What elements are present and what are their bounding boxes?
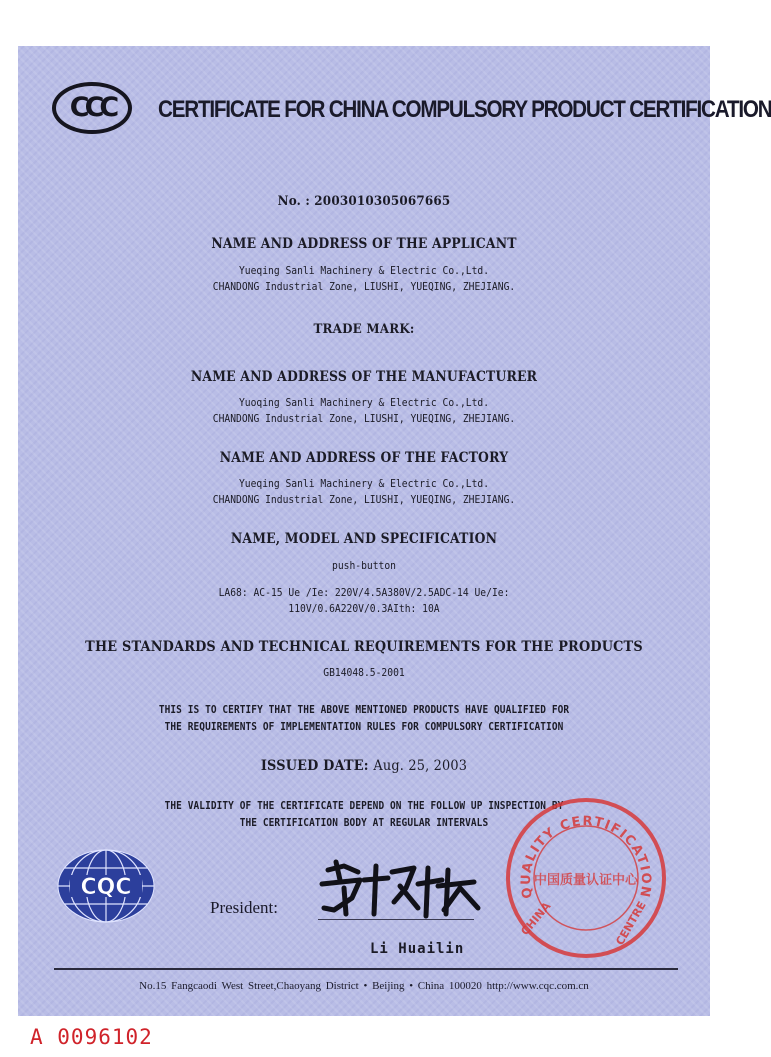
president-signature xyxy=(314,858,484,922)
manufacturer-line-2: CHANDONG Industrial Zone, LIUSHI, YUEQING, ZHEJIANG. xyxy=(212,413,516,425)
certificate-number: No. : 2003010305067665 xyxy=(277,194,451,209)
applicant-heading: NAME AND ADDRESS OF THE APPLICANT xyxy=(211,236,517,252)
validity-line-2: THE CERTIFICATION BODY AT REGULAR INTERVALS xyxy=(239,817,489,829)
applicant-line-1: Yueqing Sanli Machinery & Electric Co.,Ltd. xyxy=(238,265,490,277)
seal-side-text-right: CENTRE xyxy=(613,899,649,948)
trade-mark-heading: TRADE MARK: xyxy=(313,322,415,337)
product-spec-line-1: LA68: AC-15 Ue /Ie: 220V/4.5A380V/2.5ADC-14 Ue/Ie: xyxy=(218,587,510,599)
certify-line-2: THE REQUIREMENTS OF IMPLEMENTATION RULES FOR COMPULSORY CERTIFICATION xyxy=(164,721,564,733)
applicant-line-2: CHANDONG Industrial Zone, LIUSHI, YUEQING, ZHEJIANG. xyxy=(212,281,516,293)
certificate xyxy=(18,46,771,1016)
issued-date-label: ISSUED DATE: xyxy=(260,758,369,774)
product-heading: NAME, MODEL AND SPECIFICATION xyxy=(230,531,498,547)
ccc-logo xyxy=(52,82,132,134)
certify-line-1: THIS IS TO CERTIFY THAT THE ABOVE MENTIONED PRODUCTS HAVE QUALIFIED FOR xyxy=(158,704,570,716)
president-label: President: xyxy=(210,898,278,917)
signature-line xyxy=(318,919,474,920)
footer-divider xyxy=(54,968,678,970)
ccc-logo-text: CCC xyxy=(69,92,115,123)
factory-line-2: CHANDONG Industrial Zone, LIUSHI, YUEQING, ZHEJIANG. xyxy=(212,494,516,506)
manufacturer-heading: NAME AND ADDRESS OF THE MANUFACTURER xyxy=(190,369,538,385)
issued-date-value: Aug. 25, 2003 xyxy=(373,758,468,774)
president-name: Li Huailin xyxy=(370,941,465,957)
validity-line-1: THE VALIDITY OF THE CERTIFICATE DEPEND ON THE FOLLOW UP INSPECTION BY xyxy=(164,800,564,812)
seal-top-text: QUALITY CERTIFICATION xyxy=(518,814,654,900)
certification-seal xyxy=(504,796,668,960)
cqc-logo-text: CQC xyxy=(80,875,132,900)
issued-date xyxy=(46,758,683,774)
footer-address: No.15 Fangcaodi West Street,Chaoyang District • Beijing • China 100020 http://www.cqc.com.cn xyxy=(139,980,589,992)
seal-inner-text: 中国质量认证中心 xyxy=(533,873,639,888)
serial-number: A 0096102 xyxy=(30,1025,153,1049)
manufacturer-line-1: Yuoqing Sanli Machinery & Electric Co.,Ltd. xyxy=(238,397,490,409)
seal-side-text-left: CHINA xyxy=(518,899,554,938)
certificate-title: CERTIFICATE FOR CHINA COMPULSORY PRODUCT CERTIFICATION xyxy=(158,96,771,123)
standards-heading: THE STANDARDS AND TECHNICAL REQUIREMENTS FOR THE PRODUCTS xyxy=(85,639,643,655)
product-name: push-button xyxy=(332,560,396,572)
factory-line-1: Yueqing Sanli Machinery & Electric Co.,Ltd. xyxy=(238,478,490,490)
factory-heading: NAME AND ADDRESS OF THE FACTORY xyxy=(219,450,509,466)
cqc-logo xyxy=(56,846,156,926)
standards-value: GB14048.5-2001 xyxy=(323,667,405,679)
product-spec-line-2: 110V/0.6A220V/0.3AIth: 10A xyxy=(288,603,440,615)
